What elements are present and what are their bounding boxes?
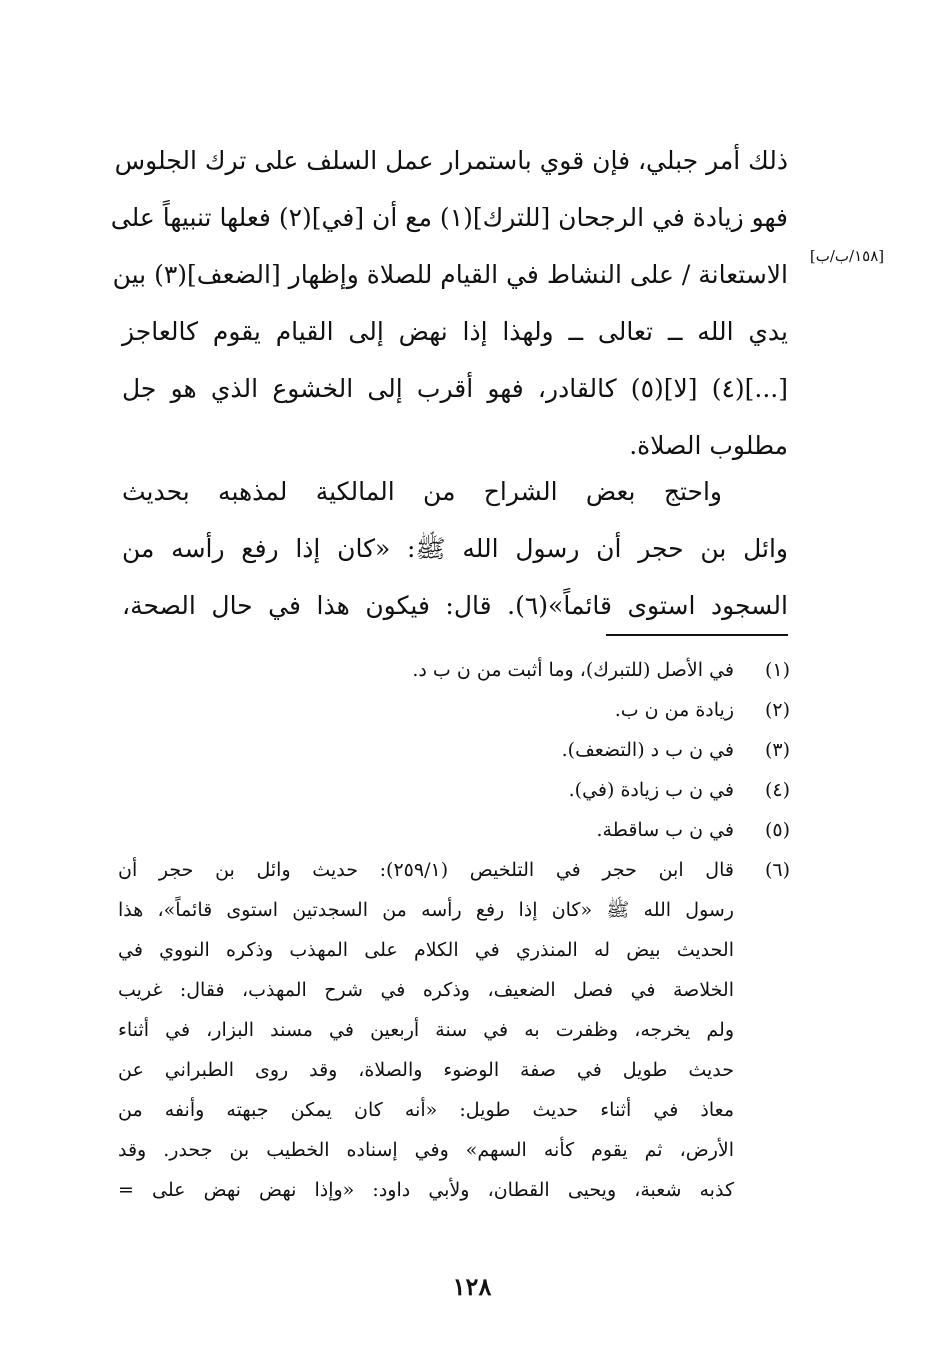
text-line: وائل بن حجر أن رسول الله ﷺ: «كان إذا رفع رأسه من [122, 534, 788, 563]
footnote-2 [118, 690, 790, 730]
footnote-number: (٤) [764, 779, 790, 801]
footnote-line: قال ابن حجر في التلخيص (٢٥٩/١): حديث وائل بن حجر أن [118, 859, 734, 881]
footnote-1 [118, 650, 790, 690]
footnote-separator [606, 634, 788, 636]
footnote-line: معاذ في أثناء حديث طويل: «أنه كان يمكن جبهته وأنفه من [118, 1099, 734, 1121]
footnote-6 [118, 850, 790, 1210]
footnote-5 [118, 810, 790, 850]
footnote-text: في ن ب ساقطة. [596, 819, 734, 841]
footnote-4 [118, 770, 790, 810]
footnote-line: حديث طويل في صفة الوضوء والصلاة، وقد روى الطبراني عن [118, 1059, 734, 1081]
text-line: السجود استوى قائماً»(٦). قال: فيكون هذا في حال الصحة، [122, 591, 788, 620]
text-line: الاستعانة / على النشاط في القيام للصلاة وإظهار [الضعف](٣) بين [112, 260, 788, 289]
text-line: ذلك أمر جبلي، فإن قوي باستمرار عمل السلف على ترك الجلوس [114, 146, 788, 175]
footnote-line: الحديث بيض له المنذري في الكلام على المهذب وذكره النووي في [118, 939, 734, 961]
text-line: مطلوب الصلاة. [629, 431, 788, 460]
footnote-line: رسول الله ﷺ «كان إذا رفع رأسه من السجدتين استوى قائماً»، هذا [118, 899, 734, 921]
footnote-line: الخلاصة في فصل الضعيف، وذكره في شرح المهذب، فقال: غريب [118, 979, 734, 1001]
text-line: يدي الله ــ تعالى ــ ولهذا إذا نهض إلى القيام يقوم كالعاجز [122, 317, 788, 346]
text-line: واحتج بعض الشراح من المالكية لمذهبه بحديث [122, 477, 722, 506]
page-number: ١٢٨ [452, 1272, 492, 1301]
footnote-line: الأرض، ثم يقوم كأنه السهم» وفي إسناده الخطيب بن جحدر. وقد [118, 1139, 734, 1161]
main-paragraph-2 [122, 463, 788, 634]
text-line: فهو زيادة في الرجحان [للترك](١) مع أن [في](٢) فعلها تنبيهاً على [110, 203, 788, 232]
footnote-number: (٦) [764, 859, 790, 881]
footnote-line: كذبه شعبة، ويحيى القطان، ولأبي داود: «وإذا نهض نهض على = [118, 1179, 734, 1201]
footnote-text: في الأصل (للتبرك)، وما أثبت من ن ب د. [412, 659, 734, 681]
footnote-text: زيادة من ن ب. [614, 699, 734, 721]
text-line: [...](٤) [لا](٥) كالقادر، فهو أقرب إلى الخشوع الذي هو جل [122, 374, 789, 403]
main-paragraph-1 [110, 132, 789, 474]
footnote-number: (٥) [764, 819, 790, 841]
footnote-number: (٢) [764, 699, 790, 721]
footnote-text: في ن ب د (التضعف). [561, 739, 734, 761]
footnote-text [118, 850, 734, 1210]
footnote-line: ولم يخرجه، وظفرت به في سنة أربعين في مسند البزار، في أثناء [118, 1019, 734, 1041]
footnotes [118, 650, 790, 1210]
footnote-number: (١) [764, 659, 790, 681]
footnote-number: (٣) [764, 739, 790, 761]
footnote-text: في ن ب زيادة (في). [568, 779, 734, 801]
margin-folio-note: [١٥٨/ب/ب] [809, 247, 885, 265]
footnote-3 [118, 730, 790, 770]
